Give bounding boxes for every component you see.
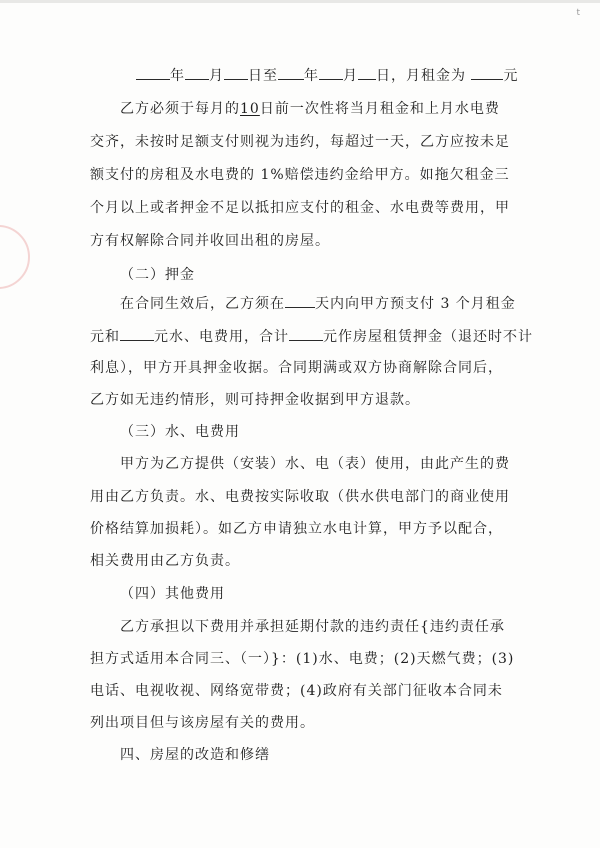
paragraph-line: 价格结算加损耗）。如乙方申请独立水电计算，甲方予以配合， [90, 521, 503, 537]
blank-utility-deposit [120, 325, 154, 341]
section-heading-other-fees: （四）其他费用 [120, 586, 225, 602]
paragraph-line: 乙方承担以下费用并承担延期付款的违约责任{违约责任承 [120, 619, 505, 635]
blank-end-day [358, 64, 376, 80]
paragraph-line: 担方式适用本合同三、（一）}：(1)水、电费；(2)天燃气费；(3) [90, 651, 515, 667]
blank-start-day [224, 64, 248, 80]
section-heading-utilities: （三）水、电费用 [120, 424, 240, 440]
paragraph-line: 相关费用由乙方负责。 [90, 553, 240, 569]
blank-start-year [136, 64, 170, 80]
blank-monthly-rent [471, 64, 503, 80]
corner-mark: t [576, 8, 580, 18]
scan-edge [0, 0, 600, 3]
paragraph-line: 交齐，未按时足额支付则视为违约，每超过一天，乙方应按未足 [90, 134, 510, 150]
paragraph-line: 个月以上或者押金不足以抵扣应支付的租金、水电费等费用，甲 [90, 200, 510, 216]
blank-start-month [185, 64, 209, 80]
paragraph-line: 元和 元水、电费用，合计 元作房屋租赁押金（退还时不计 [90, 325, 533, 348]
paragraph-line: 乙方必须于每月的10日前一次性将当月租金和上月水电费 [120, 101, 500, 117]
payment-day: 10 [240, 101, 260, 117]
section-heading-renovation: 四、房屋的改造和修缮 [120, 747, 270, 763]
paragraph-line: 利息），甲方开具押金收据。合同期满或双方协商解除合同后， [90, 360, 503, 376]
paragraph-line: 列出项目但与该房屋有关的费用。 [90, 715, 315, 731]
paragraph-line: 方有权解除合同并收回出租的房屋。 [90, 233, 330, 249]
rent-period-line: 年 月 日至 年 月 日，月租金为 元 [136, 64, 518, 87]
blank-days [285, 292, 315, 308]
paragraph-line: 电话、电视收视、网络宽带费；(4)政府有关部门征收本合同未 [90, 683, 503, 699]
blank-end-year [278, 64, 304, 80]
blank-total-deposit [289, 325, 323, 341]
paragraph-line: 甲方为乙方提供（安装）水、电（表）使用，由此产生的费 [120, 456, 510, 472]
paragraph-line: 在合同生效后，乙方须在 天内向甲方预支付 3 个月租金 [120, 292, 516, 315]
paragraph-line: 乙方如无违约情形，则可持押金收据到甲方退款。 [90, 392, 420, 408]
paragraph-line: 用由乙方负责。水、电费按实际收取（供水供电部门的商业使用 [90, 489, 510, 505]
paragraph-line: 额支付的房租及水电费的 1%赔偿违约金给甲方。如拖欠租金三 [90, 167, 510, 183]
blank-end-month [319, 64, 343, 80]
red-seal-fragment [0, 225, 30, 289]
section-heading-deposit: （二）押金 [120, 267, 195, 283]
